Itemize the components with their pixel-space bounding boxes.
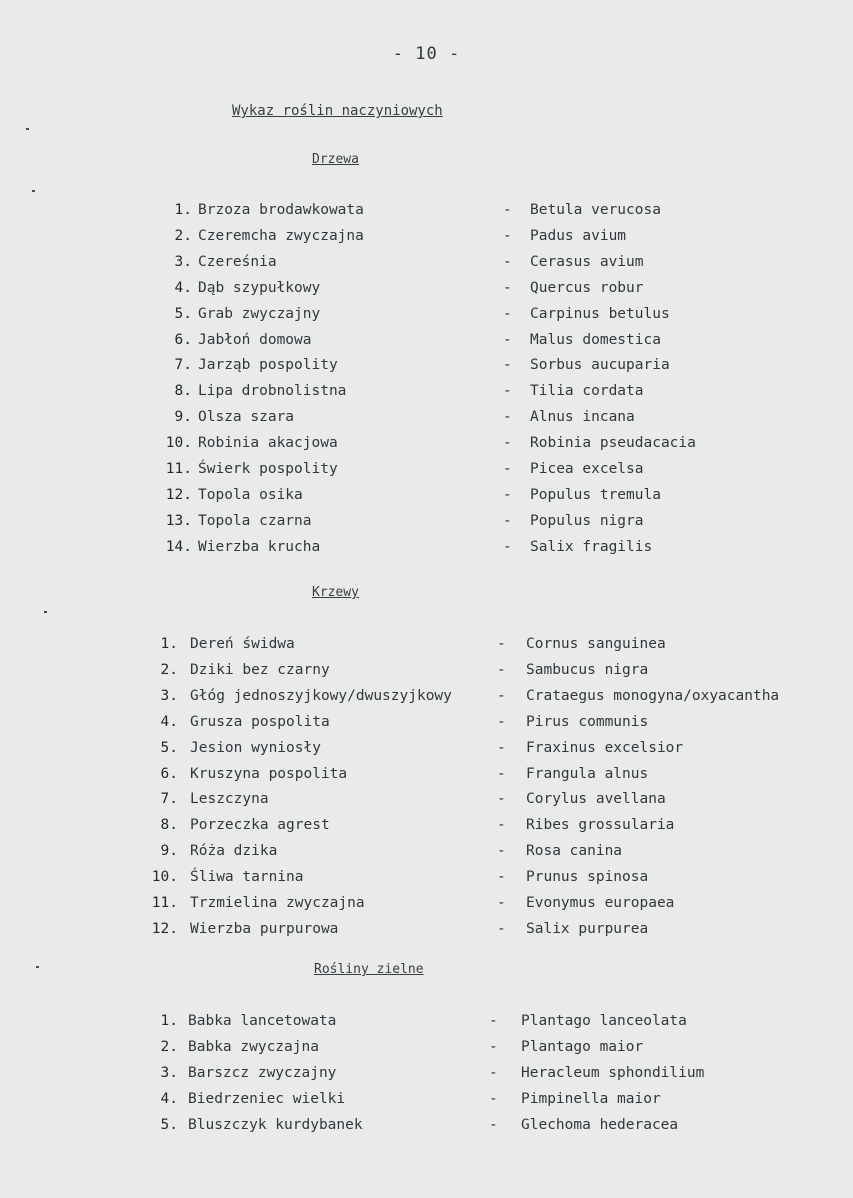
separator-dash: -: [503, 202, 512, 218]
separator-dash: -: [497, 636, 506, 652]
separator-dash: -: [503, 357, 512, 374]
separator-dash: -: [497, 765, 506, 782]
separator-dash: -: [503, 461, 512, 477]
list-item: [0, 711, 853, 733]
latin-name: Ribes grossularia: [526, 817, 675, 834]
latin-name: Sorbus aucuparia: [530, 357, 670, 374]
list-item: [0, 484, 853, 506]
latin-name: Betula verucosa: [530, 202, 661, 218]
separator-dash: -: [489, 1064, 498, 1081]
list-item: [0, 814, 853, 836]
separator-dash: -: [489, 1013, 498, 1029]
latin-name: Pimpinella maior: [521, 1090, 661, 1107]
list-item: [0, 685, 853, 707]
polish-name: Leszczyna: [190, 791, 269, 808]
item-number: 5.: [160, 1116, 178, 1133]
separator-dash: -: [503, 512, 512, 529]
list-item: [0, 277, 853, 299]
item-number: 6.: [174, 331, 192, 348]
item-number: 12.: [165, 486, 192, 503]
item-number: 4.: [174, 279, 192, 296]
list-item: [0, 432, 853, 454]
polish-name: Śliwa tarnina: [190, 869, 304, 886]
polish-name: Wierzba purpurowa: [190, 920, 339, 937]
item-number: 7.: [174, 357, 192, 374]
list-item: [0, 1114, 853, 1136]
section-heading-text: Krzewy: [312, 585, 359, 600]
latin-name: Rosa canina: [526, 843, 623, 860]
polish-name: Barszcz zwyczajny: [188, 1064, 337, 1081]
margin-mark: [32, 190, 35, 192]
item-number: 6.: [160, 765, 178, 782]
item-number: 11.: [151, 895, 178, 911]
latin-name: Padus avium: [530, 227, 627, 244]
polish-name: Dąb szypułkowy: [198, 279, 321, 296]
list-item: [0, 380, 853, 402]
item-number: 4.: [160, 713, 178, 730]
separator-dash: -: [503, 305, 512, 322]
list-item: [0, 840, 853, 862]
polish-name: Topola czarna: [198, 512, 312, 529]
item-number: 8.: [174, 383, 192, 400]
list-item: [0, 737, 853, 759]
separator-dash: -: [503, 486, 512, 503]
polish-name: Głóg jednoszyjkowy/dwuszyjkowy: [190, 687, 452, 704]
separator-dash: -: [497, 920, 506, 937]
separator-dash: -: [489, 1038, 498, 1055]
item-number: 3.: [160, 687, 178, 704]
latin-name: Populus tremula: [530, 486, 661, 503]
latin-name: Salix purpurea: [526, 920, 649, 937]
separator-dash: -: [503, 435, 512, 452]
margin-mark: [36, 966, 39, 968]
polish-name: Grab zwyczajny: [198, 305, 321, 322]
item-number: 13.: [165, 512, 192, 529]
list-item: [0, 892, 853, 914]
separator-dash: -: [497, 713, 506, 730]
polish-name: Jabłoń domowa: [198, 331, 312, 348]
item-number: 2.: [174, 227, 192, 244]
polish-name: Robinia akacjowa: [198, 435, 338, 452]
list-item: [0, 918, 853, 940]
latin-name: Tilia cordata: [530, 383, 644, 400]
latin-name: Heracleum sphondilium: [521, 1064, 705, 1081]
latin-name: Plantago maior: [521, 1038, 644, 1055]
polish-name: Jarząb pospolity: [198, 357, 338, 374]
margin-mark: [44, 611, 47, 613]
separator-dash: -: [497, 843, 506, 860]
separator-dash: -: [497, 687, 506, 704]
separator-dash: -: [503, 279, 512, 296]
margin-mark: [26, 128, 29, 130]
item-number: 2.: [160, 1038, 178, 1055]
separator-dash: -: [497, 869, 506, 886]
polish-name: Trzmielina zwyczajna: [190, 895, 365, 911]
latin-name: Plantago lanceolata: [521, 1013, 687, 1029]
list-item: [0, 536, 853, 558]
list-item: [0, 763, 853, 785]
item-number: 10.: [151, 869, 178, 886]
page-number: - 10 -: [392, 44, 461, 64]
polish-name: Olsza szara: [198, 409, 295, 426]
item-number: 10.: [165, 435, 192, 452]
polish-name: Wierzba krucha: [198, 538, 321, 555]
latin-name: Sambucus nigra: [526, 661, 649, 678]
latin-name: Picea excelsa: [530, 461, 644, 477]
latin-name: Quercus robur: [530, 279, 644, 296]
item-number: 8.: [160, 817, 178, 834]
item-number: 1.: [160, 636, 178, 652]
polish-name: Czeremcha zwyczajna: [198, 227, 364, 244]
list-item: [0, 251, 853, 273]
item-number: 3.: [174, 253, 192, 270]
list-item: [0, 354, 853, 376]
polish-name: Czereśnia: [198, 253, 277, 270]
section-heading: [312, 152, 359, 167]
separator-dash: -: [489, 1116, 498, 1133]
latin-name: Alnus incana: [530, 409, 635, 426]
latin-name: Crataegus monogyna/oxyacantha: [526, 687, 780, 704]
polish-name: Biedrzeniec wielki: [188, 1090, 346, 1107]
page-title: Wykaz roślin naczyniowych: [232, 103, 443, 119]
item-number: 4.: [160, 1090, 178, 1107]
list-item: [0, 1088, 853, 1110]
list-item: [0, 659, 853, 681]
item-number: 1.: [160, 1013, 178, 1029]
polish-name: Lipa drobnolistna: [198, 383, 347, 400]
item-number: 9.: [160, 843, 178, 860]
separator-dash: -: [503, 383, 512, 400]
separator-dash: -: [497, 791, 506, 808]
latin-name: Cornus sanguinea: [526, 636, 666, 652]
list-item: [0, 225, 853, 247]
latin-name: Frangula alnus: [526, 765, 649, 782]
list-item: [0, 788, 853, 810]
item-number: 3.: [160, 1064, 178, 1081]
separator-dash: -: [497, 895, 506, 911]
section-heading: [314, 962, 424, 977]
polish-name: Babka lancetowata: [188, 1013, 337, 1029]
latin-name: Glechoma hederacea: [521, 1116, 679, 1133]
latin-name: Prunus spinosa: [526, 869, 649, 886]
polish-name: Grusza pospolita: [190, 713, 330, 730]
item-number: 14.: [165, 538, 192, 555]
section-heading-text: Rośliny zielne: [314, 962, 424, 977]
latin-name: Salix fragilis: [530, 538, 653, 555]
item-number: 2.: [160, 661, 178, 678]
list-item: [0, 1062, 853, 1084]
separator-dash: -: [497, 739, 506, 756]
separator-dash: -: [503, 331, 512, 348]
polish-name: Bluszczyk kurdybanek: [188, 1116, 363, 1133]
item-number: 9.: [174, 409, 192, 426]
polish-name: Jesion wyniosły: [190, 739, 321, 756]
separator-dash: -: [489, 1090, 498, 1107]
latin-name: Pirus communis: [526, 713, 649, 730]
list-item: [0, 329, 853, 351]
latin-name: Fraxinus excelsior: [526, 739, 684, 756]
separator-dash: -: [503, 253, 512, 270]
list-item: [0, 458, 853, 480]
polish-name: Dereń świdwa: [190, 636, 295, 652]
latin-name: Cerasus avium: [530, 253, 644, 270]
separator-dash: -: [497, 817, 506, 834]
polish-name: Dziki bez czarny: [190, 661, 330, 678]
item-number: 1.: [174, 202, 192, 218]
polish-name: Brzoza brodawkowata: [198, 202, 364, 218]
section-heading-text: Drzewa: [312, 152, 359, 167]
list-item: [0, 199, 853, 221]
latin-name: Evonymus europaea: [526, 895, 675, 911]
latin-name: Populus nigra: [530, 512, 644, 529]
separator-dash: -: [503, 409, 512, 426]
polish-name: Babka zwyczajna: [188, 1038, 319, 1055]
latin-name: Malus domestica: [530, 331, 661, 348]
separator-dash: -: [497, 661, 506, 678]
item-number: 7.: [160, 791, 178, 808]
polish-name: Porzeczka agrest: [190, 817, 330, 834]
latin-name: Robinia pseudacacia: [530, 435, 696, 452]
polish-name: Świerk pospolity: [198, 461, 338, 477]
latin-name: Carpinus betulus: [530, 305, 670, 322]
list-item: [0, 1036, 853, 1058]
item-number: 5.: [160, 739, 178, 756]
polish-name: Kruszyna pospolita: [190, 765, 348, 782]
item-number: 11.: [165, 461, 192, 477]
item-number: 5.: [174, 305, 192, 322]
separator-dash: -: [503, 538, 512, 555]
list-item: [0, 866, 853, 888]
list-item: [0, 633, 853, 655]
polish-name: Róża dzika: [190, 843, 278, 860]
section-heading: [312, 585, 359, 600]
list-item: [0, 510, 853, 532]
latin-name: Corylus avellana: [526, 791, 666, 808]
item-number: 12.: [151, 920, 178, 937]
list-item: [0, 1010, 853, 1032]
separator-dash: -: [503, 227, 512, 244]
list-item: [0, 406, 853, 428]
polish-name: Topola osika: [198, 486, 303, 503]
list-item: [0, 303, 853, 325]
